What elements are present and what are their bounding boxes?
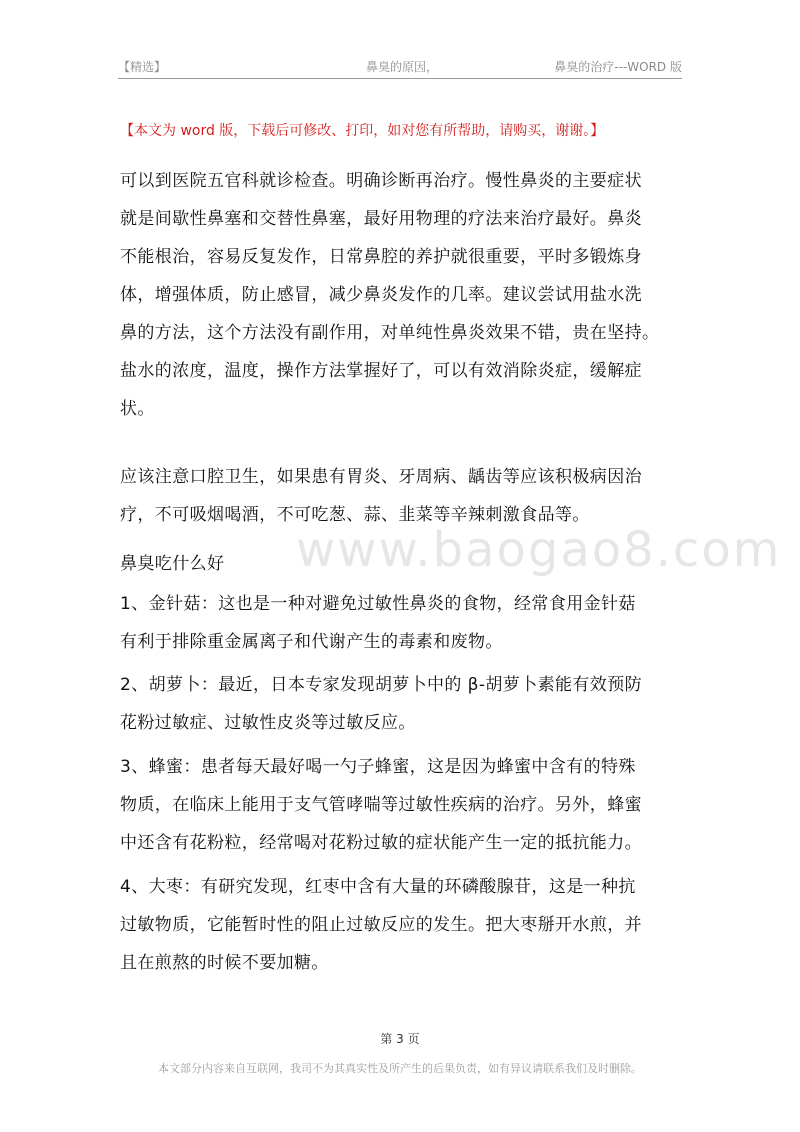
list-item-honey [120,748,690,862]
paragraph-line: 应该注意口腔卫生，如果患有胃炎、牙周病、龋齿等应该积极病因治 [120,467,642,487]
paragraph-line: 有利于排除重金属离子和代谢产生的毒素和废物。 [120,632,503,652]
section-heading [120,545,690,583]
list-item-enoki [120,585,690,661]
page-number: 第 3 页 [380,1032,420,1046]
paragraph-line: 就是间歇性鼻塞和交替性鼻塞，最好用物理的疗法来治疗最好。鼻炎 [120,209,642,229]
paragraph-line: 1、金针菇：这也是一种对避免过敏性鼻炎的食物，经常食用金针菇 [120,594,636,614]
paragraph-line: 状。 [120,399,155,419]
paragraph-treatment [120,162,690,428]
paragraph-line: 4、大枣：有研究发现，红枣中含有大量的环磷酸腺苷，这是一种抗 [120,877,636,897]
paragraph-line: 可以到医院五官科就诊检查。明确诊断再治疗。慢性鼻炎的主要症状 [120,171,642,191]
paragraph-line: 2、胡萝卜：最近，日本专家发现胡萝卜中的 β-胡萝卜素能有效预防 [120,675,643,695]
paragraph-line: 物质，在临床上能用于支气管哮喘等过敏性疾病的治疗。另外，蜂蜜 [120,795,642,815]
header-center-title: 鼻臭的原因， [366,60,439,74]
list-item-carrot [120,666,690,742]
header-right-title: 鼻臭的治疗---WORD 版 [554,60,682,74]
paragraph-oral-hygiene [120,458,690,534]
footer-disclaimer: 本文部分内容来自互联网，我司不为其真实性及所产生的后果负责，如有异议请联系我们及时删除。 [158,1062,642,1075]
paragraph-line: 鼻的方法，这个方法没有副作用，对单纯性鼻炎效果不错，贵在坚持。 [120,323,660,343]
section-heading-text: 鼻臭吃什么好 [120,554,225,574]
download-notice: 【本文为 word 版，下载后可修改、打印，如对您有所帮助，请购买，谢谢。】 [120,123,605,139]
paragraph-line: 3、蜂蜜：患者每天最好喝一勺子蜂蜜，这是因为蜂蜜中含有的特殊 [120,757,636,777]
paragraph-line: 体，增强体质，防止感冒，减少鼻炎发作的几率。建议尝试用盐水洗 [120,285,642,305]
paragraph-line: 过敏物质，它能暂时性的阻止过敏反应的发生。把大枣掰开水煎，并 [120,915,642,935]
paragraph-line: 不能根治，容易反复发作，日常鼻腔的养护就很重要，平时多锻炼身 [120,247,642,267]
site-watermark: www.baogao8.com [296,522,782,578]
header-left-label: 【精选】 [118,60,167,74]
paragraph-line: 盐水的浓度，温度，操作方法掌握好了，可以有效消除炎症，缓解症 [120,361,642,381]
paragraph-line: 花粉过敏症、过敏性皮炎等过敏反应。 [120,713,416,733]
paragraph-line: 疗，不可吸烟喝酒，不可吃葱、蒜、韭菜等辛辣刺激食品等。 [120,505,590,525]
page-header [118,56,682,79]
paragraph-line: 中还含有花粉粒，经常喝对花粉过敏的症状能产生一定的抵抗能力。 [120,833,642,853]
list-item-jujube [120,868,690,982]
paragraph-line: 且在煎熬的时候不要加糖。 [120,953,329,973]
